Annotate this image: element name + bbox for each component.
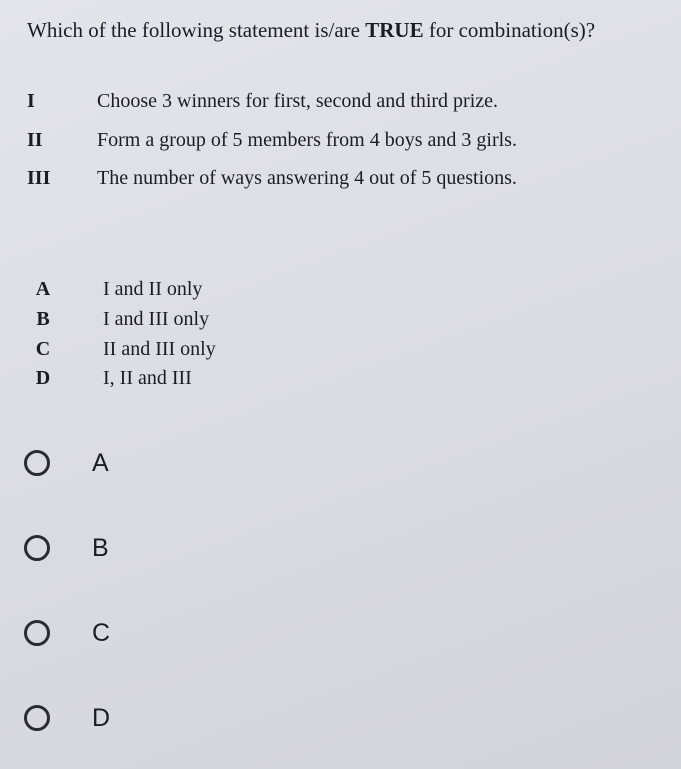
choice-b-text: I and III only	[103, 308, 210, 330]
radio-circle-icon[interactable]	[24, 535, 50, 561]
statement-1-text: Choose 3 winners for first, second and third prize.	[97, 90, 499, 112]
choice-a-text: I and II only	[103, 278, 203, 300]
choice-a	[30, 278, 202, 301]
radio-option-c-label[interactable]: C	[92, 618, 111, 647]
statement-2	[27, 129, 517, 152]
statement-2-text: Form a group of 5 members from 4 boys and 3 girls.	[97, 129, 517, 151]
choice-b	[30, 308, 209, 331]
choice-c-letter: C	[35, 338, 51, 360]
statement-1	[27, 90, 498, 113]
choice-c	[30, 338, 216, 361]
radio-circle-icon[interactable]	[24, 620, 50, 646]
choice-c-text: II and III only	[103, 338, 216, 360]
radio-option-d[interactable]	[24, 700, 224, 736]
radio-option-a-label[interactable]: A	[92, 448, 109, 477]
question-emphasis: TRUE	[365, 18, 424, 42]
radio-option-d-label[interactable]: D	[92, 703, 111, 732]
radio-circle-icon[interactable]	[24, 705, 50, 731]
statement-3	[27, 167, 517, 190]
radio-circle-icon[interactable]	[24, 450, 50, 476]
choice-d	[30, 367, 192, 390]
statement-3-numeral: III	[27, 167, 51, 189]
question-text	[27, 18, 667, 43]
radio-option-c[interactable]	[24, 615, 224, 651]
radio-option-a[interactable]	[24, 445, 224, 481]
choice-a-letter: A	[35, 278, 51, 300]
choice-d-text: I, II and III	[103, 367, 192, 389]
question-suffix: for combination(s)?	[423, 18, 596, 42]
radio-option-b-label[interactable]: B	[92, 533, 109, 562]
choice-b-letter: B	[36, 308, 50, 330]
statement-2-numeral: II	[27, 129, 43, 151]
radio-option-b[interactable]	[24, 530, 224, 566]
statement-1-numeral: I	[27, 90, 35, 112]
choice-d-letter: D	[35, 367, 51, 389]
statement-3-text: The number of ways answering 4 out of 5 questions.	[97, 167, 517, 189]
question-prefix: Which of the following statement is/are	[27, 18, 366, 42]
